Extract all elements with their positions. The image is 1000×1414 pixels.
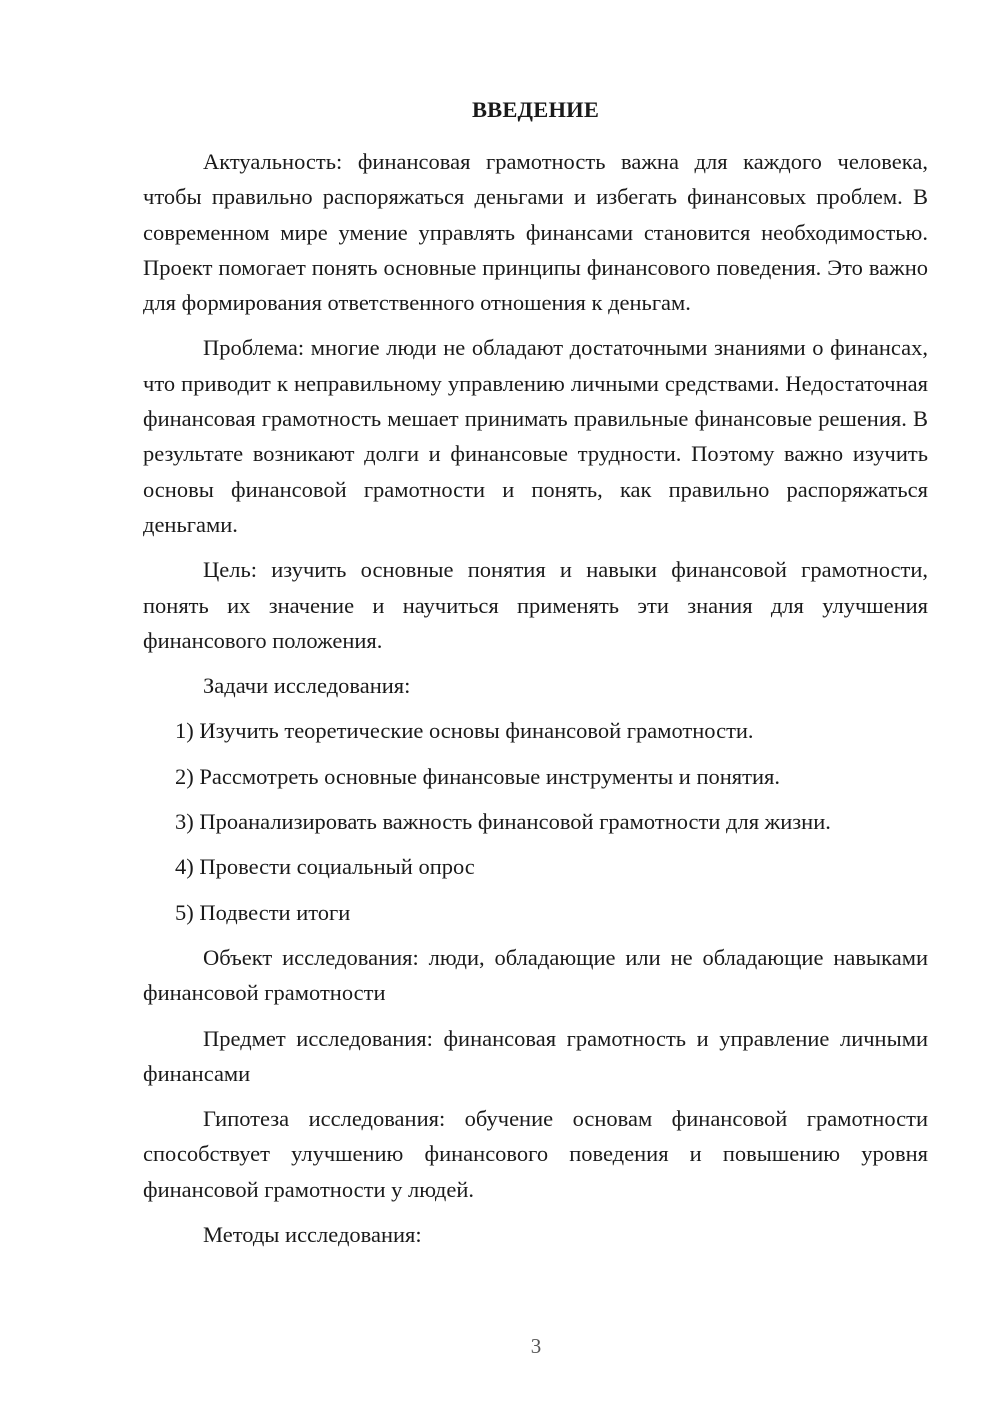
paragraph-subject: Предмет исследования: финансовая грамотность и управление личными финансами <box>143 1025 928 1086</box>
list-item: 1) Изучить теоретические основы финансовой грамотности. <box>175 718 754 744</box>
document-page <box>143 92 928 1262</box>
page-title: ВВЕДЕНИЕ <box>471 97 600 122</box>
methods-heading: Методы исследования: <box>203 1222 422 1248</box>
paragraph-hypothesis: Гипотеза исследования: обучение основам финансовой грамотности способствует улучшению финансового поведения и повышению уровня финансовой грамотности у людей. <box>143 1106 928 1202</box>
paragraph-goal: Цель: изучить основные понятия и навыки финансовой грамотности, понять их значение и научиться применять эти знания для улучшения финансового положения. <box>143 557 928 653</box>
list-item: 2) Рассмотреть основные финансовые инструменты и понятия. <box>175 763 780 789</box>
list-item: 5) Подвести итоги <box>175 899 351 925</box>
list-item: 4) Провести социальный опрос <box>175 854 475 880</box>
paragraph-relevance: Актуальность: финансовая грамотность важна для каждого человека, чтобы правильно распоряжаться деньгами и избегать финансовых проблем. В современном мире умение управлять финансами становится необходимостью. Проект помогает понять основные принципы финансового поведения. Это важно для формирования ответственного отношения к деньгам. <box>143 149 928 316</box>
paragraph-object: Объект исследования: люди, обладающие или не обладающие навыками финансовой грамотности <box>143 944 928 1006</box>
tasks-list <box>143 713 928 929</box>
list-item: 3) Проанализировать важность финансовой грамотности для жизни. <box>175 809 831 835</box>
paragraph-problem: Проблема: многие люди не обладают достаточными знаниями о финансах, что приводит к неправильному управлению личными средствами. Недостаточная финансовая грамотность мешает принимать правильные финансовые решения. В результате возникают долги и финансовые трудности. Поэтому важно изучить основы финансовой грамотности и понять, как правильно распоряжаться деньгами. <box>143 335 928 537</box>
tasks-heading: Задачи исследования: <box>203 673 411 699</box>
page-number: 3 <box>530 1334 542 1358</box>
